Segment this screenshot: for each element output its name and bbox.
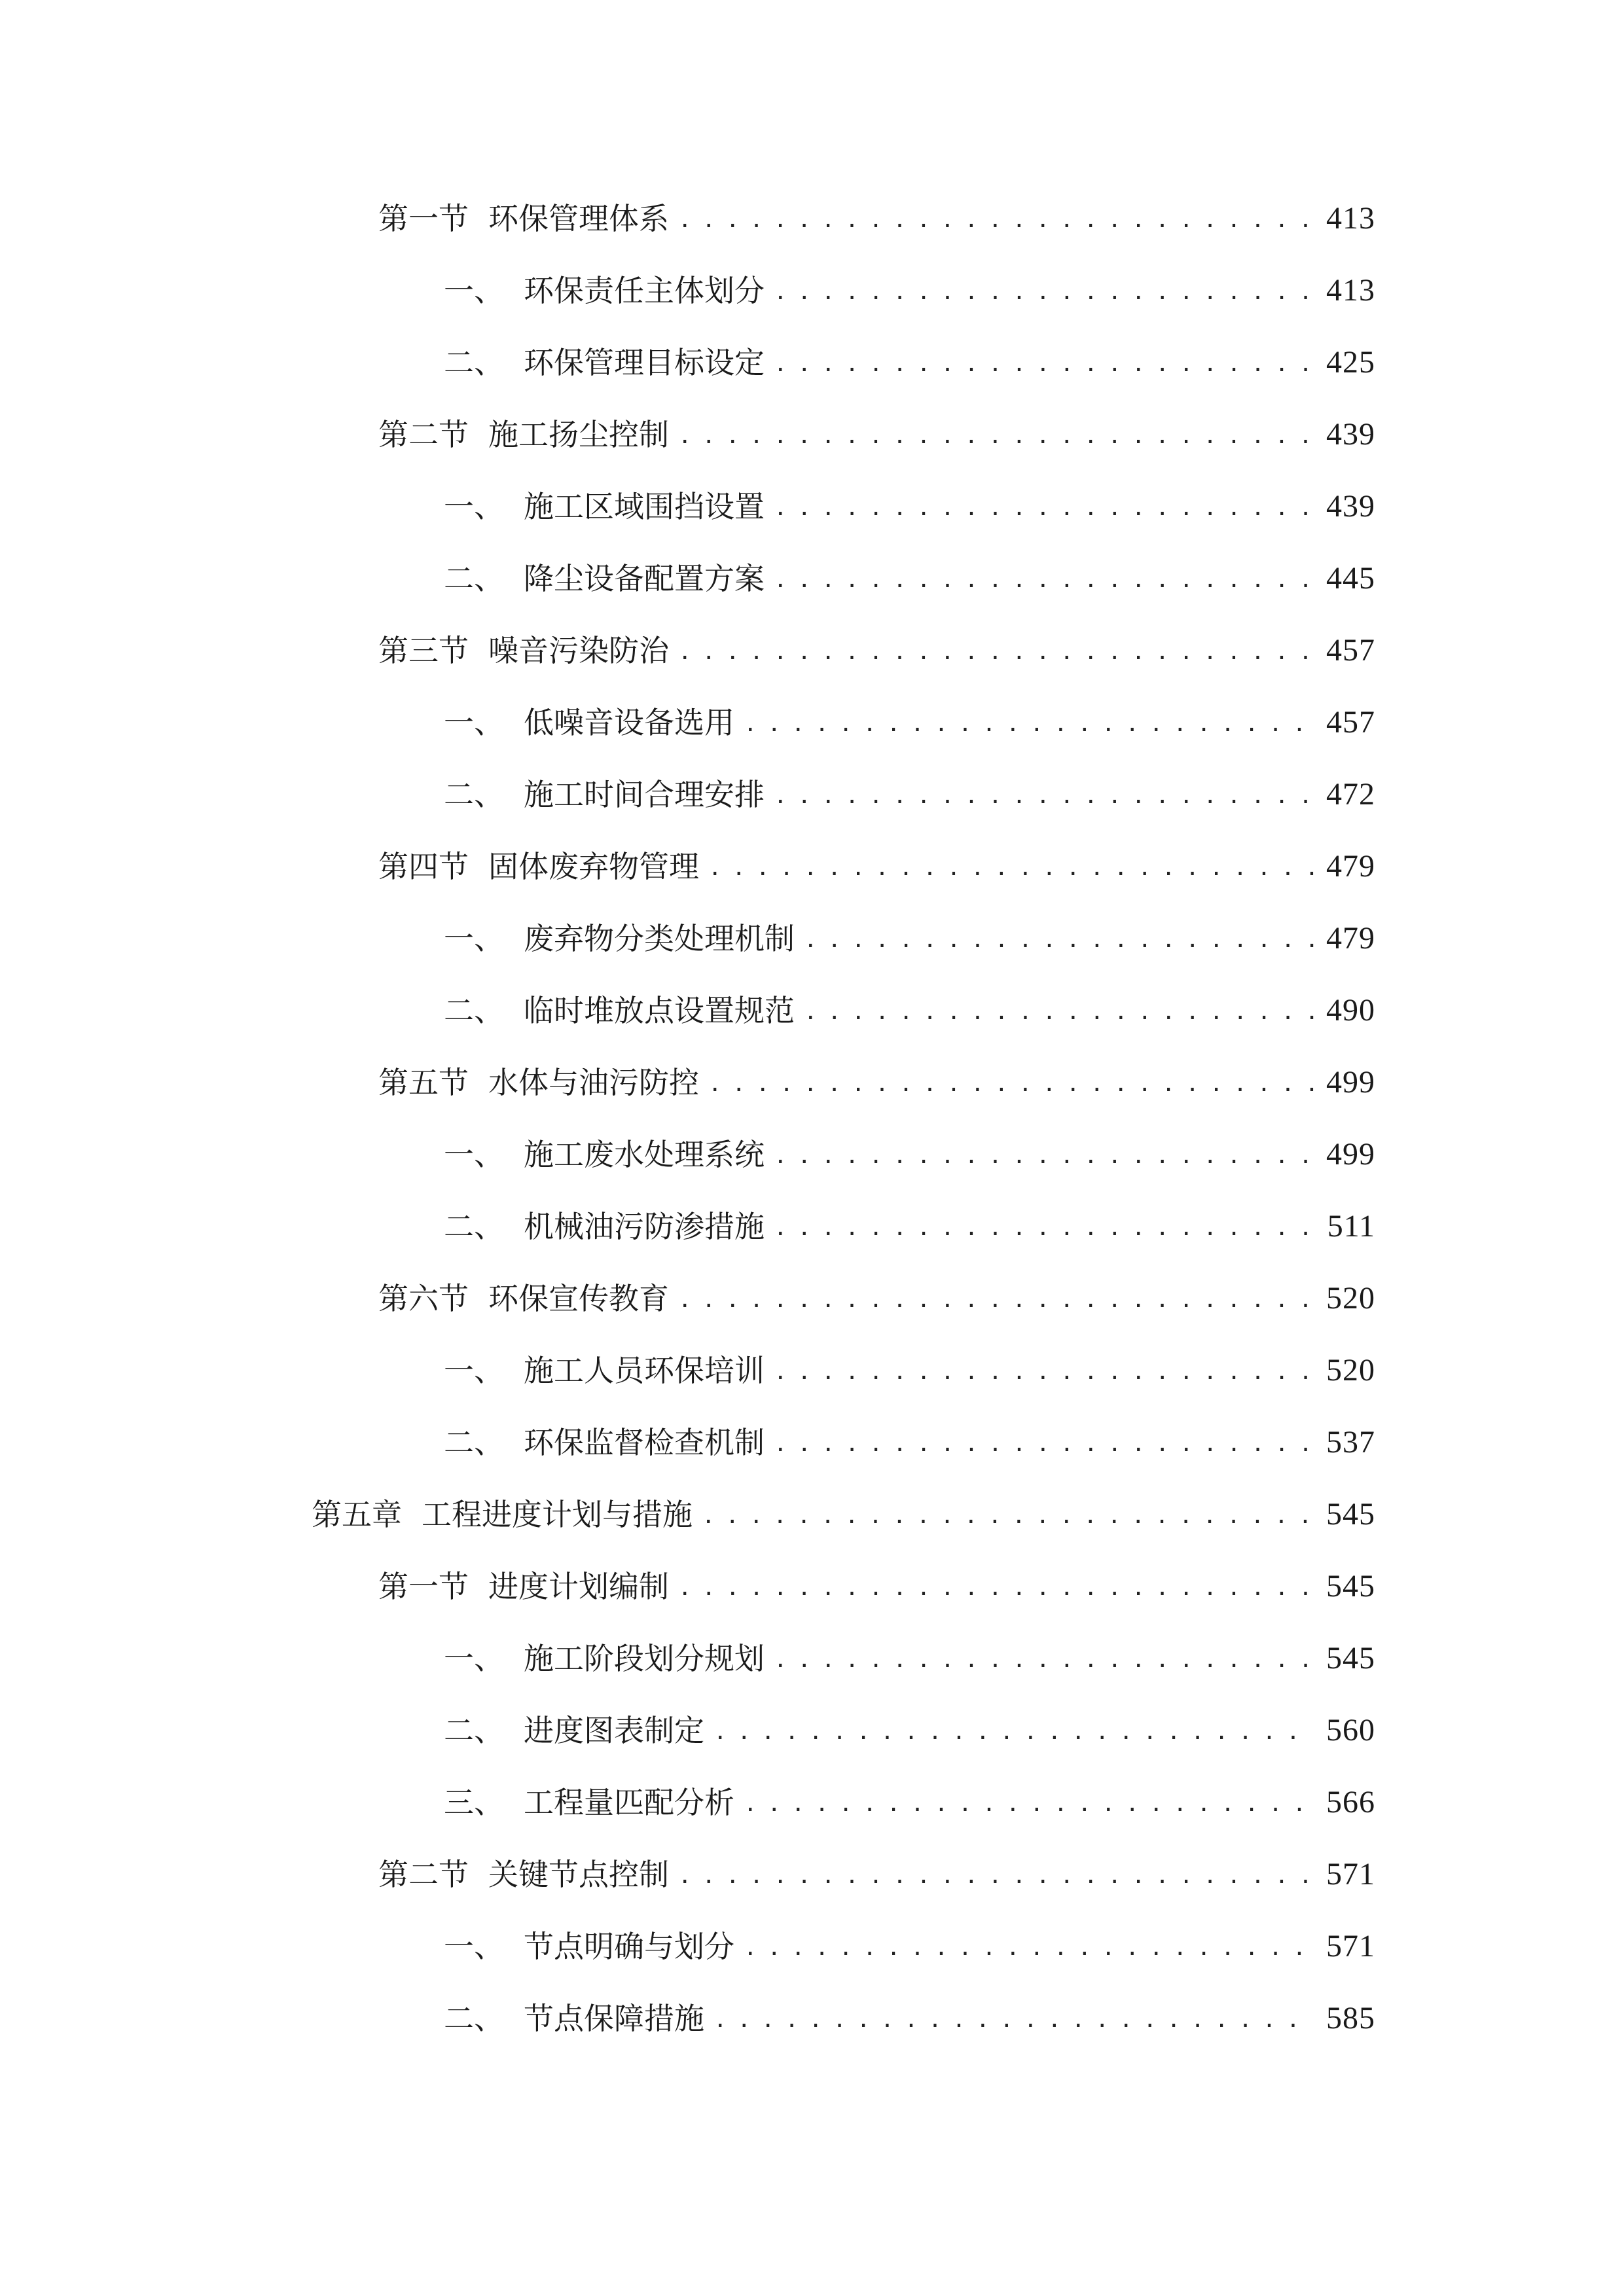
toc-entry-title: 环保责任主体划分	[524, 273, 765, 308]
toc-entry-label	[444, 484, 765, 529]
toc-entry-title: 关键节点控制	[488, 1857, 669, 1892]
toc-entry-label	[378, 1852, 669, 1897]
toc-entry-label	[378, 844, 699, 889]
toc-entry[interactable]	[444, 1996, 1375, 2041]
toc-entry-title: 施工阶段划分规划	[524, 1641, 765, 1676]
toc-entry-label	[444, 1780, 734, 1825]
toc-entry-number: 一、	[444, 1137, 504, 1172]
toc-entry-label	[444, 1204, 765, 1249]
toc-entry[interactable]	[444, 1348, 1375, 1393]
toc-entry-page: 413	[1326, 201, 1375, 236]
toc-entry-title: 临时堆放点设置规范	[524, 993, 795, 1028]
toc-dot-leader	[774, 556, 1314, 601]
toc-dot-leader	[678, 196, 1314, 242]
toc-entry-label	[444, 916, 795, 961]
toc-entry-number: 第五节	[378, 1065, 469, 1100]
toc-entry-page: 490	[1326, 993, 1375, 1028]
toc-entry-page: 537	[1326, 1425, 1375, 1460]
toc-dot-leader	[774, 340, 1314, 386]
toc-entry-page: 520	[1326, 1281, 1375, 1316]
toc-entry-label	[444, 340, 765, 386]
toc-entry[interactable]	[378, 1060, 1375, 1105]
toc-entry-page: 545	[1326, 1641, 1375, 1676]
toc-dot-leader	[708, 1060, 1314, 1105]
toc-entry-title: 施工时间合理安排	[524, 777, 765, 812]
toc-entry[interactable]	[444, 1780, 1375, 1825]
toc-entry[interactable]	[444, 1420, 1375, 1465]
toc-entry-page: 439	[1326, 417, 1375, 452]
toc-entry-title: 进度计划编制	[488, 1569, 669, 1604]
toc-entry-title: 固体废弃物管理	[488, 849, 699, 884]
toc-entry-title: 机械油污防渗措施	[524, 1209, 765, 1244]
toc-dot-leader	[774, 1132, 1314, 1177]
toc-entry-page: 445	[1326, 561, 1375, 596]
toc-entry-title: 工程量匹配分析	[524, 1785, 734, 1820]
toc-entry-title: 节点保障措施	[524, 2001, 704, 2036]
toc-entry-label	[378, 1564, 669, 1609]
toc-entry-number: 一、	[444, 1929, 504, 1964]
toc-entry[interactable]	[444, 1924, 1375, 1969]
toc-entry-number: 第一节	[378, 1569, 469, 1604]
toc-entry[interactable]	[444, 1636, 1375, 1681]
toc-entry-number: 第二节	[378, 1857, 469, 1892]
toc-dot-leader	[708, 844, 1314, 889]
toc-entry-title: 环保管理目标设定	[524, 345, 765, 380]
toc-entry-page: 520	[1326, 1353, 1375, 1388]
toc-entry-label	[444, 556, 765, 601]
toc-entry-label	[444, 772, 765, 817]
toc-entry-number: 第四节	[378, 849, 469, 884]
toc-entry-page: 479	[1326, 921, 1375, 956]
toc-entry-label	[378, 628, 669, 673]
toc-entry-page: 499	[1326, 1137, 1375, 1172]
toc-entry-label	[444, 1708, 704, 1753]
toc-dot-leader	[744, 1780, 1314, 1825]
toc-entry-label	[444, 1132, 765, 1177]
toc-dot-leader	[774, 1204, 1316, 1249]
toc-entry-number: 二、	[444, 777, 504, 812]
toc-entry-title: 低噪音设备选用	[524, 705, 734, 740]
toc-dot-leader	[678, 1276, 1314, 1321]
toc-entry-number: 一、	[444, 1641, 504, 1676]
toc-entry-title: 工程进度计划与措施	[422, 1497, 693, 1532]
toc-entry-page: 413	[1326, 273, 1375, 308]
toc-entry-number: 第三节	[378, 633, 469, 668]
toc-entry-number: 一、	[444, 489, 504, 524]
toc-entry[interactable]	[312, 1492, 1375, 1537]
toc-entry[interactable]	[378, 844, 1375, 889]
toc-entry-page: 511	[1327, 1209, 1375, 1244]
toc-entry-title: 施工扬尘控制	[488, 417, 669, 452]
toc-entry[interactable]	[444, 700, 1375, 745]
toc-dot-leader	[678, 628, 1314, 673]
toc-entry-number: 二、	[444, 345, 504, 380]
toc-entry-number: 一、	[444, 705, 504, 740]
toc-entry-label	[444, 1348, 765, 1393]
toc-entry-number: 第一节	[378, 201, 469, 236]
toc-entry[interactable]	[444, 340, 1375, 386]
toc-entry-number: 第二节	[378, 417, 469, 452]
toc-entry-page: 499	[1326, 1065, 1375, 1100]
toc-dot-leader	[678, 412, 1314, 457]
toc-entry-number: 二、	[444, 1209, 504, 1244]
toc-entry-page: 457	[1326, 705, 1375, 740]
toc-entry-number: 第六节	[378, 1281, 469, 1316]
toc-dot-leader	[774, 1636, 1314, 1681]
toc-dot-leader	[774, 484, 1314, 529]
toc-entry-label	[444, 988, 795, 1033]
toc-entry-title: 施工区域围挡设置	[524, 489, 765, 524]
toc-entry[interactable]	[444, 268, 1375, 314]
toc-entry-number: 二、	[444, 2001, 504, 2036]
toc-entry-label	[378, 196, 669, 242]
toc-entry-page: 472	[1326, 777, 1375, 812]
toc-dot-leader	[713, 1708, 1314, 1753]
toc-entry[interactable]	[378, 1564, 1375, 1609]
toc-entry-label	[444, 268, 765, 314]
toc-entry-number: 一、	[444, 921, 504, 956]
toc-entry-title: 节点明确与划分	[524, 1929, 734, 1964]
toc-entry-title: 降尘设备配置方案	[524, 561, 765, 596]
toc-entry-label	[444, 1420, 765, 1465]
toc-entry-number: 二、	[444, 1425, 504, 1460]
toc-entry-number: 二、	[444, 561, 504, 596]
toc-dot-leader	[702, 1492, 1314, 1537]
toc-entry-title: 废弃物分类处理机制	[524, 921, 795, 956]
toc-dot-leader	[744, 1924, 1314, 1969]
toc-entry-page: 479	[1326, 849, 1375, 884]
toc-entry[interactable]	[378, 1276, 1375, 1321]
toc-entry-page: 566	[1326, 1785, 1375, 1820]
toc-entry-page: 571	[1326, 1929, 1375, 1964]
toc-entry-page: 571	[1326, 1857, 1375, 1892]
toc-entry-number: 二、	[444, 993, 504, 1028]
toc-entry-page: 425	[1326, 345, 1375, 380]
toc-entry-title: 噪音污染防治	[488, 633, 669, 668]
toc-dot-leader	[774, 1348, 1314, 1393]
toc-entry-label	[378, 1060, 699, 1105]
toc-entry-title: 环保管理体系	[488, 201, 669, 236]
toc-dot-leader	[804, 916, 1314, 961]
toc-entry[interactable]	[378, 1852, 1375, 1897]
toc-entry-label	[378, 412, 669, 457]
toc-entry-title: 水体与油污防控	[488, 1065, 699, 1100]
toc-entry-label	[312, 1492, 693, 1537]
toc-entry-title: 环保宣传教育	[488, 1281, 669, 1316]
toc-entry[interactable]	[378, 412, 1375, 457]
toc-entry-label	[444, 1924, 734, 1969]
toc-entry-page: 457	[1326, 633, 1375, 668]
toc-entry-number: 一、	[444, 273, 504, 308]
toc-entry-page: 439	[1326, 489, 1375, 524]
toc-entry-page: 545	[1326, 1569, 1375, 1604]
toc-dot-leader	[678, 1564, 1314, 1609]
toc-entry-number: 二、	[444, 1713, 504, 1748]
toc-entry-title: 进度图表制定	[524, 1713, 704, 1748]
toc-entry[interactable]	[444, 556, 1375, 601]
toc-dot-leader	[774, 1420, 1314, 1465]
toc-entry[interactable]	[444, 1708, 1375, 1753]
toc-entry-title: 施工废水处理系统	[524, 1137, 765, 1172]
toc-entry[interactable]	[444, 988, 1375, 1033]
toc-dot-leader	[713, 1996, 1314, 2041]
toc-entry-title: 施工人员环保培训	[524, 1353, 765, 1388]
toc-dot-leader	[774, 268, 1314, 314]
toc-entry-label	[444, 700, 734, 745]
toc-entry-page: 585	[1326, 2001, 1375, 2036]
toc-entry-label	[378, 1276, 669, 1321]
toc-entry-title: 环保监督检查机制	[524, 1425, 765, 1460]
toc-entry[interactable]	[444, 1204, 1375, 1249]
toc-entry-page: 545	[1326, 1497, 1375, 1532]
toc-entry[interactable]	[378, 628, 1375, 673]
toc-entry[interactable]	[378, 196, 1375, 242]
toc-entry[interactable]	[444, 916, 1375, 961]
toc-entry-page: 560	[1326, 1713, 1375, 1748]
toc-dot-leader	[678, 1852, 1314, 1897]
toc-entry[interactable]	[444, 772, 1375, 817]
toc-entry[interactable]	[444, 1132, 1375, 1177]
toc-entry-label	[444, 1996, 704, 2041]
toc-entry-label	[444, 1636, 765, 1681]
toc-entry-number: 第五章	[312, 1497, 402, 1532]
toc-dot-leader	[804, 988, 1314, 1033]
toc-dot-leader	[744, 700, 1314, 745]
toc-dot-leader	[774, 772, 1314, 817]
toc-entry[interactable]	[444, 484, 1375, 529]
toc-entry-number: 三、	[444, 1785, 504, 1820]
toc-entry-number: 一、	[444, 1353, 504, 1388]
